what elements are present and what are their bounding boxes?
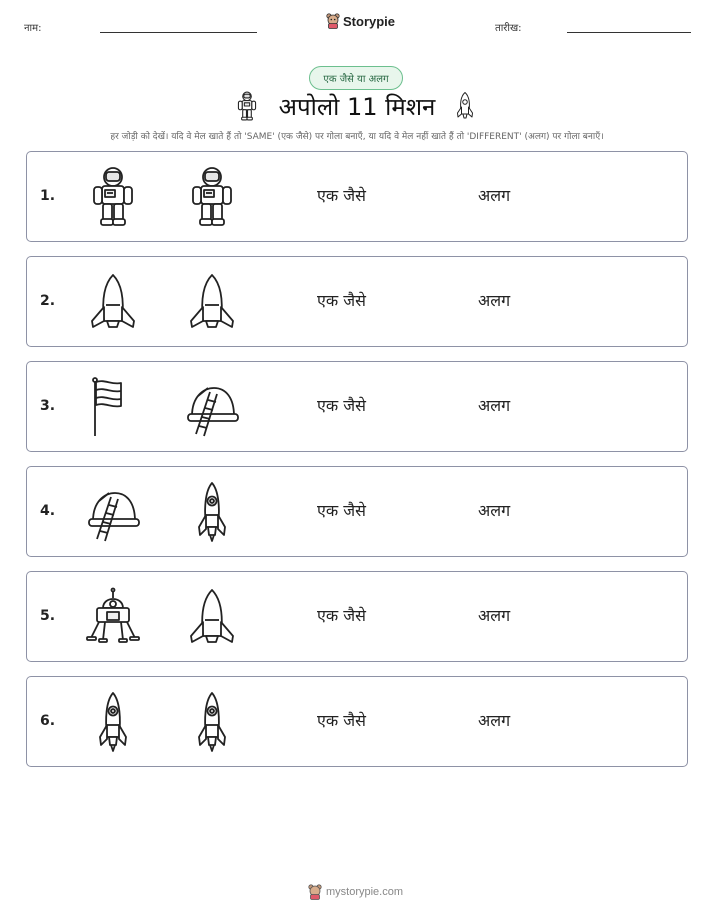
astronaut-icon <box>83 166 143 228</box>
same-option[interactable]: एक जैसे <box>317 291 366 310</box>
question-card <box>26 256 688 347</box>
instructions: हर जोड़ी को देखें। यदि वे मेल खाते हैं तो 'SAME' (एक जैसे) पर गोला बनाएँ, या यदि वे मेल नहीं खाते हैं तो 'DIFFERENT' (अलग) पर गोला बनाएँ। <box>110 132 604 142</box>
bear-logo-icon <box>326 13 340 29</box>
page-title: अपोलो 11 मिशन <box>278 93 436 121</box>
rocket-icon <box>182 691 242 753</box>
same-option[interactable]: एक जैसे <box>317 501 366 520</box>
question-number: 2. <box>40 293 56 309</box>
name-label: नाम: <box>24 23 42 34</box>
rocket-icon <box>182 481 242 543</box>
different-option[interactable]: अलग <box>478 606 511 625</box>
question-number: 6. <box>40 713 56 729</box>
name-line[interactable] <box>100 32 257 33</box>
same-option[interactable]: एक जैसे <box>317 606 366 625</box>
same-option[interactable]: एक जैसे <box>317 186 366 205</box>
same-option[interactable]: एक जैसे <box>317 396 366 415</box>
question-number: 4. <box>40 503 56 519</box>
question-card <box>26 151 688 242</box>
bear-logo-icon <box>308 884 322 900</box>
helmet-icon <box>83 481 143 543</box>
lunar-module-icon <box>83 586 143 648</box>
question-card <box>26 466 688 557</box>
rocket-icon <box>83 691 143 753</box>
different-option[interactable]: अलग <box>478 291 511 310</box>
space-shuttle-icon <box>83 271 143 333</box>
question-number: 5. <box>40 608 56 624</box>
question-number: 3. <box>40 398 56 414</box>
question-card <box>26 676 688 767</box>
worksheet-type-badge: एक जैसे या अलग <box>309 66 403 90</box>
question-number: 1. <box>40 188 56 204</box>
different-option[interactable]: अलग <box>478 501 511 520</box>
rocket-icon <box>455 91 475 121</box>
same-option[interactable]: एक जैसे <box>317 711 366 730</box>
date-line[interactable] <box>567 32 691 33</box>
question-card <box>26 361 688 452</box>
brand-logo <box>326 13 395 29</box>
footer-url[interactable]: mystorypie.com <box>326 886 404 898</box>
footer <box>308 884 403 900</box>
different-option[interactable]: अलग <box>478 711 511 730</box>
question-card <box>26 571 688 662</box>
brand-name: Storypie <box>343 13 396 29</box>
space-shuttle-icon <box>182 586 242 648</box>
astronaut-icon <box>182 166 242 228</box>
flag-icon <box>83 376 143 438</box>
helmet-icon <box>182 376 242 438</box>
space-shuttle-icon <box>182 271 242 333</box>
different-option[interactable]: अलग <box>478 186 511 205</box>
date-label: तारीख: <box>495 23 522 34</box>
different-option[interactable]: अलग <box>478 396 511 415</box>
